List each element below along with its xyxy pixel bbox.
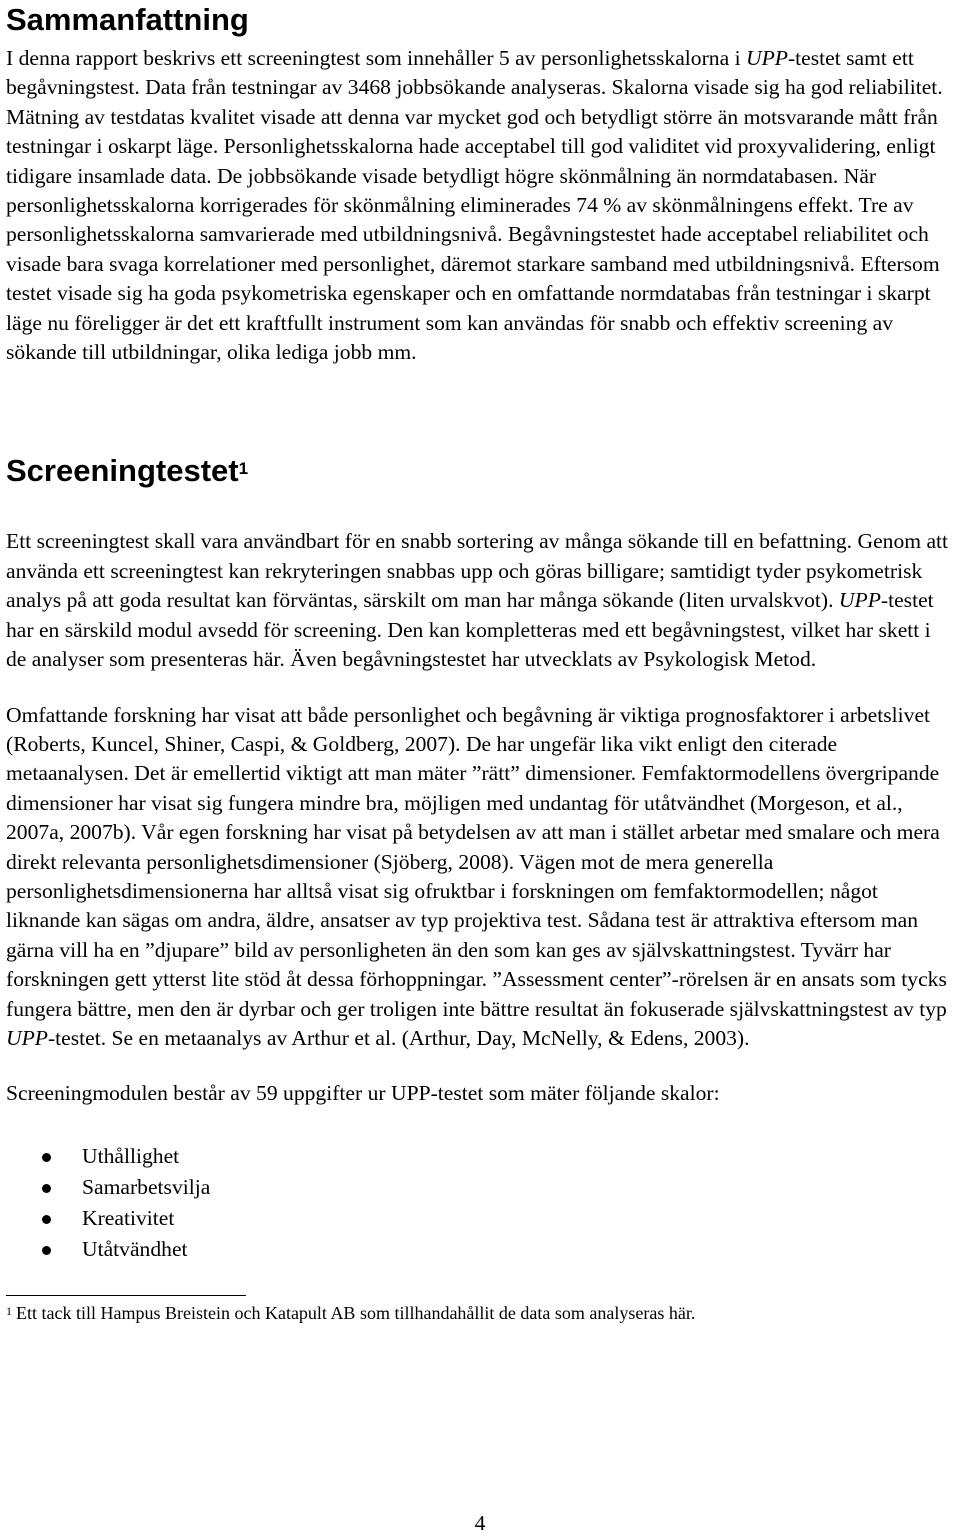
list-item-label: Utåtvändhet [82,1236,188,1261]
bullet-icon [42,1215,51,1224]
p1-text-a: Ett screeningtest skall vara användbart för en snabb sortering av många sökande till en befattning. Genom att använda ett screeningtest kan rekryteringen snabbas upp och göras billigare; samtidigt tyder psykometrisk analys på att goda resultat kan förväntas, särskilt om man har många sökande (liten urvalskvot). [6,529,949,613]
summary-heading: Sammanfattning [6,2,249,37]
summary-text-a: I denna rapport beskrivs ett screeningtest som innehåller 5 av personlighetsskalorna i [6,46,746,70]
footnote-text: Ett tack till Hampus Breistein och Katapult AB som tillhandahållit de data som analyseras här. [16,1302,696,1323]
p2-text-b: -testet. Se en metaanalys av Arthur et al. (Arthur, Day, McNelly, & Edens, 2003). [47,1025,750,1050]
list-item [6,1172,954,1203]
p1-text-b: -testet har en särskild modul avsedd för screening. Den kan kompletteras med ett begåvningstest, vilket har skett i de analyser som presenteras här. Även begåvningstestet har utvecklats av Psykologisk Metod. [6,588,934,672]
scales-list [6,1141,954,1265]
list-item-label: Samarbetsvilja [82,1174,211,1199]
footnote-reference: 1 [238,459,249,479]
list-item-label: Uthållighet [82,1143,180,1168]
section-paragraph-2 [6,701,954,1054]
summary-italic-upp: UPP [745,46,788,70]
page-number: 4 [474,1511,486,1535]
summary-text-b: -testet samt ett begåvningstest. Data från testningar av 3468 jobbsökande analyseras. Skalorna visade sig ha god reliabilitet. Mätning av testdatas kvalitet visade att denna var mycket god och betydligt större än motsvarande mått från testningar i oskarpt läge. Personlighetsskalorna hade acceptabel till god validitet vid proxyvalidering, enligt tidigare insamlade data. De jobbsökande visade betydligt högre skönmålning än normdatabasen. När personlighetsskalorna korrigerades för skönmålning eliminerades 74 % av skönmålningens effekt. Tre av personlighetsskalorna samvarierade med utbildningsnivå. Begåvningstestet hade acceptabel reliabilitet och visade bara svaga korrelationer med personlighet, däremot starkare samband med utbildningsnivå. Eftersom testet visade sig ha goda psykometriska egenskaper och en omfattande normdatabas från testningar i skarpt läge nu föreligger är det ett kraftfullt instrument som kan användas för snabb och effektiv screening av sökande till utbildningar, olika lediga jobb mm. [6,46,943,365]
section-paragraph-1 [6,527,954,674]
list-item [6,1234,954,1265]
section-heading-text: Screeningtestet [6,453,239,489]
bullet-icon [42,1184,51,1193]
p2-italic-upp: UPP [6,1025,48,1050]
section-paragraph-3: Screeningmodulen består av 59 uppgifter ur UPP-testet som mäter följande skalor: [6,1081,720,1106]
list-item [6,1203,954,1234]
bullet-icon [42,1246,51,1255]
bullet-icon [42,1153,51,1162]
p1-italic-upp: UPP [838,588,881,613]
list-item [6,1141,954,1172]
footnote [6,1301,954,1325]
document-page [6,0,954,1325]
p2-text-a: Omfattande forskning har visat att både personlighet och begåvning är viktiga prognosfaktorer i arbetslivet (Roberts, Kuncel, Shiner, Caspi, & Goldberg, 2007). De har ungefär lika vikt enligt den citerade metaanalysen. Det är emellertid viktigt att man mäter ”rätt” dimensioner. Femfaktormodellens övergripande dimensioner har visat sig fungera mindre bra, möjligen med undantag för utåtvändhet (Morgeson, et al., 2007a, 2007b). Vår egen forskning har visat på betydelsen av att man i stället arbetar med smalare och mera direkt relevanta personlighetsdimensioner (Sjöberg, 2008). Vägen mot de mera generella personlighetsdimensionerna har alltså visat sig ofruktbar i forskningen om femfaktormodellen; något liknande kan sägas om andra, äldre, ansatser av typ projektiva test. Sådana test är attraktiva eftersom man gärna vill ha en ”djupare” bild av personligheten än den som kan ges av självskattningstest. Tyvärr har forskningen gett ytterst lite stöd åt dessa förhoppningar. ”Assessment center”-rörelsen är en ansats som tycks fungera bättre, men den är dyrbar och ger troligen inte bättre resultat än fokuserade självskattningstest av typ [6,702,947,1021]
summary-paragraph [6,44,954,367]
footnote-marker: 1 [6,1303,12,1318]
section-heading [6,451,954,491]
footnote-divider [6,1295,246,1296]
list-item-label: Kreativitet [82,1205,175,1230]
